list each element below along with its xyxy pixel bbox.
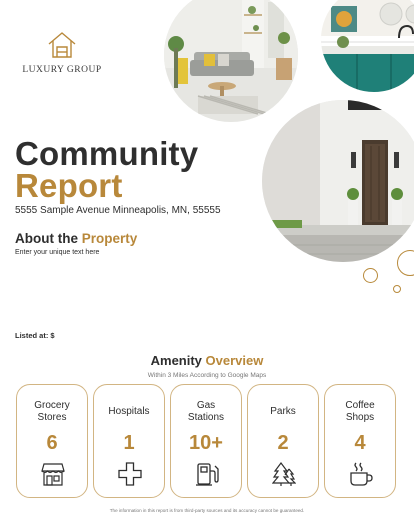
amenity-subtitle: Within 3 Miles According to Google Maps bbox=[147, 372, 267, 379]
report-title-line1: Community bbox=[15, 135, 199, 172]
living-room-photo bbox=[164, 0, 298, 122]
house-outline-icon bbox=[47, 30, 77, 60]
medical-cross-icon bbox=[118, 461, 142, 487]
about-heading-main: About the bbox=[15, 231, 78, 246]
amenity-label: Hospitals bbox=[108, 406, 150, 417]
amenity-heading-accent: Overview bbox=[205, 353, 264, 368]
amenity-label: Parks bbox=[270, 406, 296, 417]
about-body: Enter your unique text here bbox=[15, 249, 100, 256]
decor-circle-medium bbox=[363, 268, 378, 283]
amenity-card-grocery bbox=[16, 384, 88, 498]
amenity-count: 1 bbox=[123, 432, 135, 454]
amenity-card-parks bbox=[247, 384, 319, 498]
brand-logo bbox=[18, 30, 106, 75]
decor-circle-small bbox=[393, 285, 401, 293]
listed-price: Listed at: $ bbox=[15, 331, 55, 340]
amenity-card-hospitals bbox=[93, 384, 165, 498]
amenity-card-gas bbox=[170, 384, 242, 498]
brand-name: LUXURY GROUP bbox=[22, 65, 102, 75]
amenity-count: 2 bbox=[277, 432, 289, 454]
about-heading bbox=[15, 231, 137, 246]
decor-circle-large bbox=[397, 250, 414, 276]
property-address: 5555 Sample Avenue Minneapolis, MN, 55555 bbox=[15, 205, 221, 216]
kitchen-photo bbox=[321, 0, 414, 92]
amenity-heading bbox=[0, 353, 414, 368]
amenity-label: Grocery Stores bbox=[34, 400, 70, 423]
coffee-cup-icon bbox=[349, 461, 373, 487]
amenity-card-coffee bbox=[324, 384, 396, 498]
amenity-heading-main: Amenity bbox=[150, 353, 202, 368]
gas-pump-icon bbox=[195, 461, 219, 487]
trees-icon bbox=[272, 461, 296, 487]
amenity-label: Gas Stations bbox=[187, 400, 225, 423]
store-icon bbox=[41, 461, 65, 487]
amenity-count: 4 bbox=[354, 432, 366, 454]
amenity-count: 6 bbox=[46, 432, 58, 454]
report-title-line2: Report bbox=[15, 167, 123, 204]
about-heading-accent: Property bbox=[81, 231, 138, 246]
disclaimer: The information in this report is from third-party sources and its accuracy cannot be guaranteed. bbox=[109, 508, 305, 513]
amenity-count: 10+ bbox=[189, 432, 223, 454]
front-door-photo bbox=[262, 100, 414, 262]
amenity-label: Coffee Shops bbox=[345, 400, 375, 423]
